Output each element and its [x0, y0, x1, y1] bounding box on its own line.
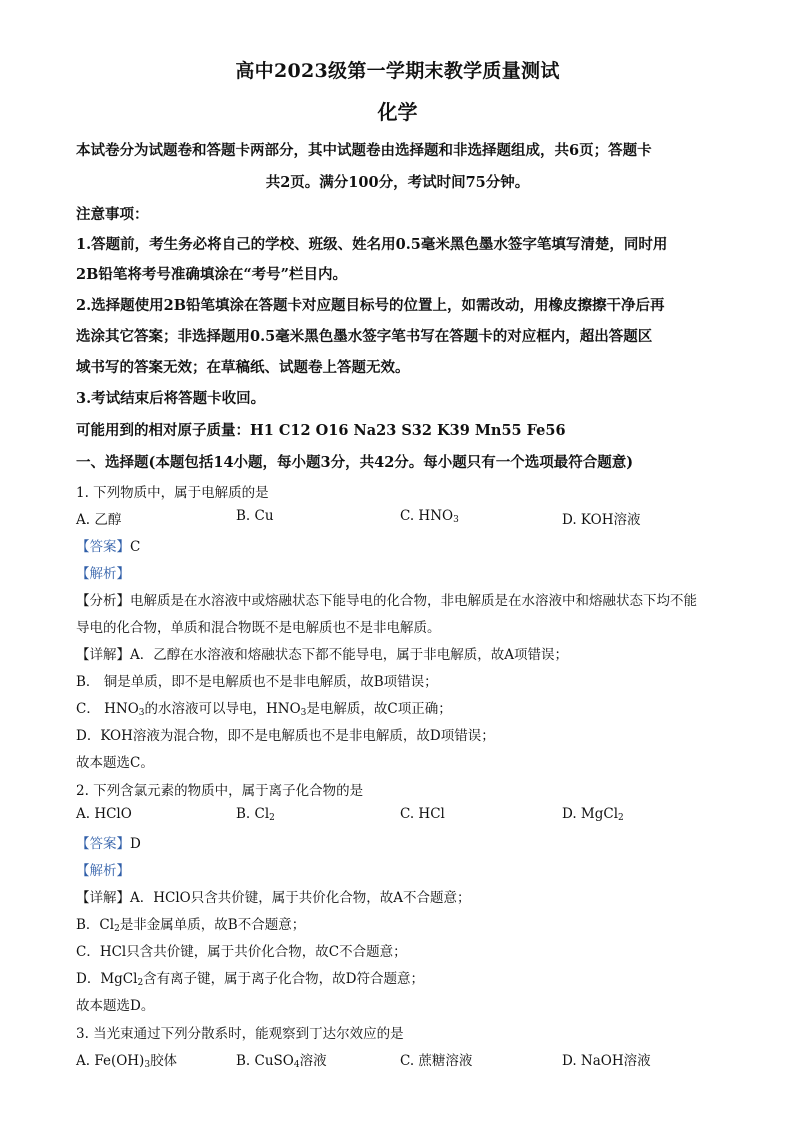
- q1-option-b: B. Cu: [236, 508, 274, 524]
- q2-detail-c: C．HCl只含共价键，属于共价化合物，故C不合题意；: [76, 944, 407, 960]
- q2-analysis-tag: 【解析】: [76, 863, 130, 879]
- q2-option-c: C. HCl: [400, 806, 445, 822]
- q1-option-c: C. $HNO_3$: [400, 508, 459, 525]
- q1-fenxi-line-1: 【分析】电解质是在水溶液中或熔融状态下能导电的化合物，非电解质是在水溶液中和熔融状态下均不能: [76, 593, 697, 609]
- q1-stem: 1. 下列物质中，属于电解质的是: [76, 485, 269, 501]
- q2-stem: 2. 下列含氯元素的物质中，属于离子化合物的是: [76, 783, 364, 799]
- q3-option-a: A. $Fe(OH)_3$胶体: [76, 1053, 178, 1070]
- q3-option-d: D. NaOH溶液: [562, 1053, 651, 1069]
- q3-option-b: B. CuSO$_4$溶液: [236, 1053, 327, 1070]
- note-1-line-1: 1.答题前，考生务必将自己的学校、班级、姓名用0.5毫米黑色墨水签字笔填写清楚，同时用: [76, 236, 668, 253]
- q1-fenxi-line-2: 导电的化合物，单质和混合物既不是电解质也不是非电解质。: [76, 620, 441, 636]
- q2-detail-d: D．MgCl$_2$含有离子键，属于离子化合物，故D符合题意；: [76, 971, 424, 988]
- intro-line-2: 共2页。满分100分，考试时间75分钟。: [265, 174, 530, 191]
- atomic-masses: 可能用到的相对原子质量：H1 C12 O16 Na23 S32 K39 Mn55 Fe56: [76, 422, 566, 439]
- note-1-line-2: 2B铅笔将考号准确填涂在“考号”栏目内。: [76, 266, 348, 283]
- q2-option-b: B. $Cl_2$: [236, 806, 275, 823]
- note-3: 3.考试结束后将答题卡收回。: [76, 390, 266, 407]
- q1-detail-b: B． 铜是单质，即不是电解质也不是非电解质，故B项错误；: [76, 674, 438, 690]
- q1-answer: 【答案】C: [76, 539, 141, 555]
- q2-conclusion: 故本题选D。: [76, 998, 155, 1014]
- q2-option-a: A. HClO: [76, 806, 132, 822]
- q2-detail-b: B．$Cl_2$是非金属单质，故B不合题意；: [76, 917, 306, 934]
- note-2-line-2: 选涂其它答案；非选择题用0.5毫米黑色墨水签字笔书写在答题卡的对应框内，超出答题区: [76, 328, 653, 345]
- q2-option-d: D. MgCl$_2$: [562, 806, 624, 823]
- q3-stem: 3. 当光束通过下列分散系时，能观察到丁达尔效应的是: [76, 1026, 404, 1042]
- note-2-line-1: 2.选择题使用2B铅笔填涂在答题卡对应题目标号的位置上，如需改动，用橡皮擦擦干净后再: [76, 297, 665, 314]
- q1-conclusion: 故本题选C。: [76, 755, 154, 771]
- q1-detail-a: 【详解】A．乙醇在水溶液和熔融状态下都不能导电，属于非电解质，故A项错误；: [76, 647, 568, 663]
- intro-line-1: 本试卷分为试题卷和答题卡两部分，其中试题卷由选择题和非选择题组成，共6页；答题卡: [76, 142, 652, 159]
- note-2-line-3: 域书写的答案无效；在草稿纸、试题卷上答题无效。: [76, 359, 410, 376]
- q3-option-c: C. 蔗糖溶液: [400, 1053, 473, 1069]
- subject-title: 化学: [377, 100, 418, 124]
- exam-title: 高中2023级第一学期末教学质量测试: [235, 60, 560, 82]
- q2-answer: 【答案】D: [76, 836, 141, 852]
- q2-detail-a: 【详解】A．HClO只含共价键，属于共价化合物，故A不合题意；: [76, 890, 471, 906]
- section-heading: 一、选择题(本题包括14小题，每小题3分，共42分。每小题只有一个选项最符合题意): [76, 454, 634, 471]
- notes-heading: 注意事项：: [76, 206, 149, 223]
- q1-detail-c: C． $HNO_3$的水溶液可以导电，$HNO_3$是电解质，故C项正确；: [76, 701, 452, 718]
- q1-option-d: D. KOH溶液: [562, 512, 641, 528]
- q1-option-a: A. 乙醇: [76, 512, 122, 528]
- q1-detail-d: D．KOH溶液为混合物，即不是电解质也不是非电解质，故D项错误；: [76, 728, 495, 744]
- q1-analysis-tag: 【解析】: [76, 566, 130, 582]
